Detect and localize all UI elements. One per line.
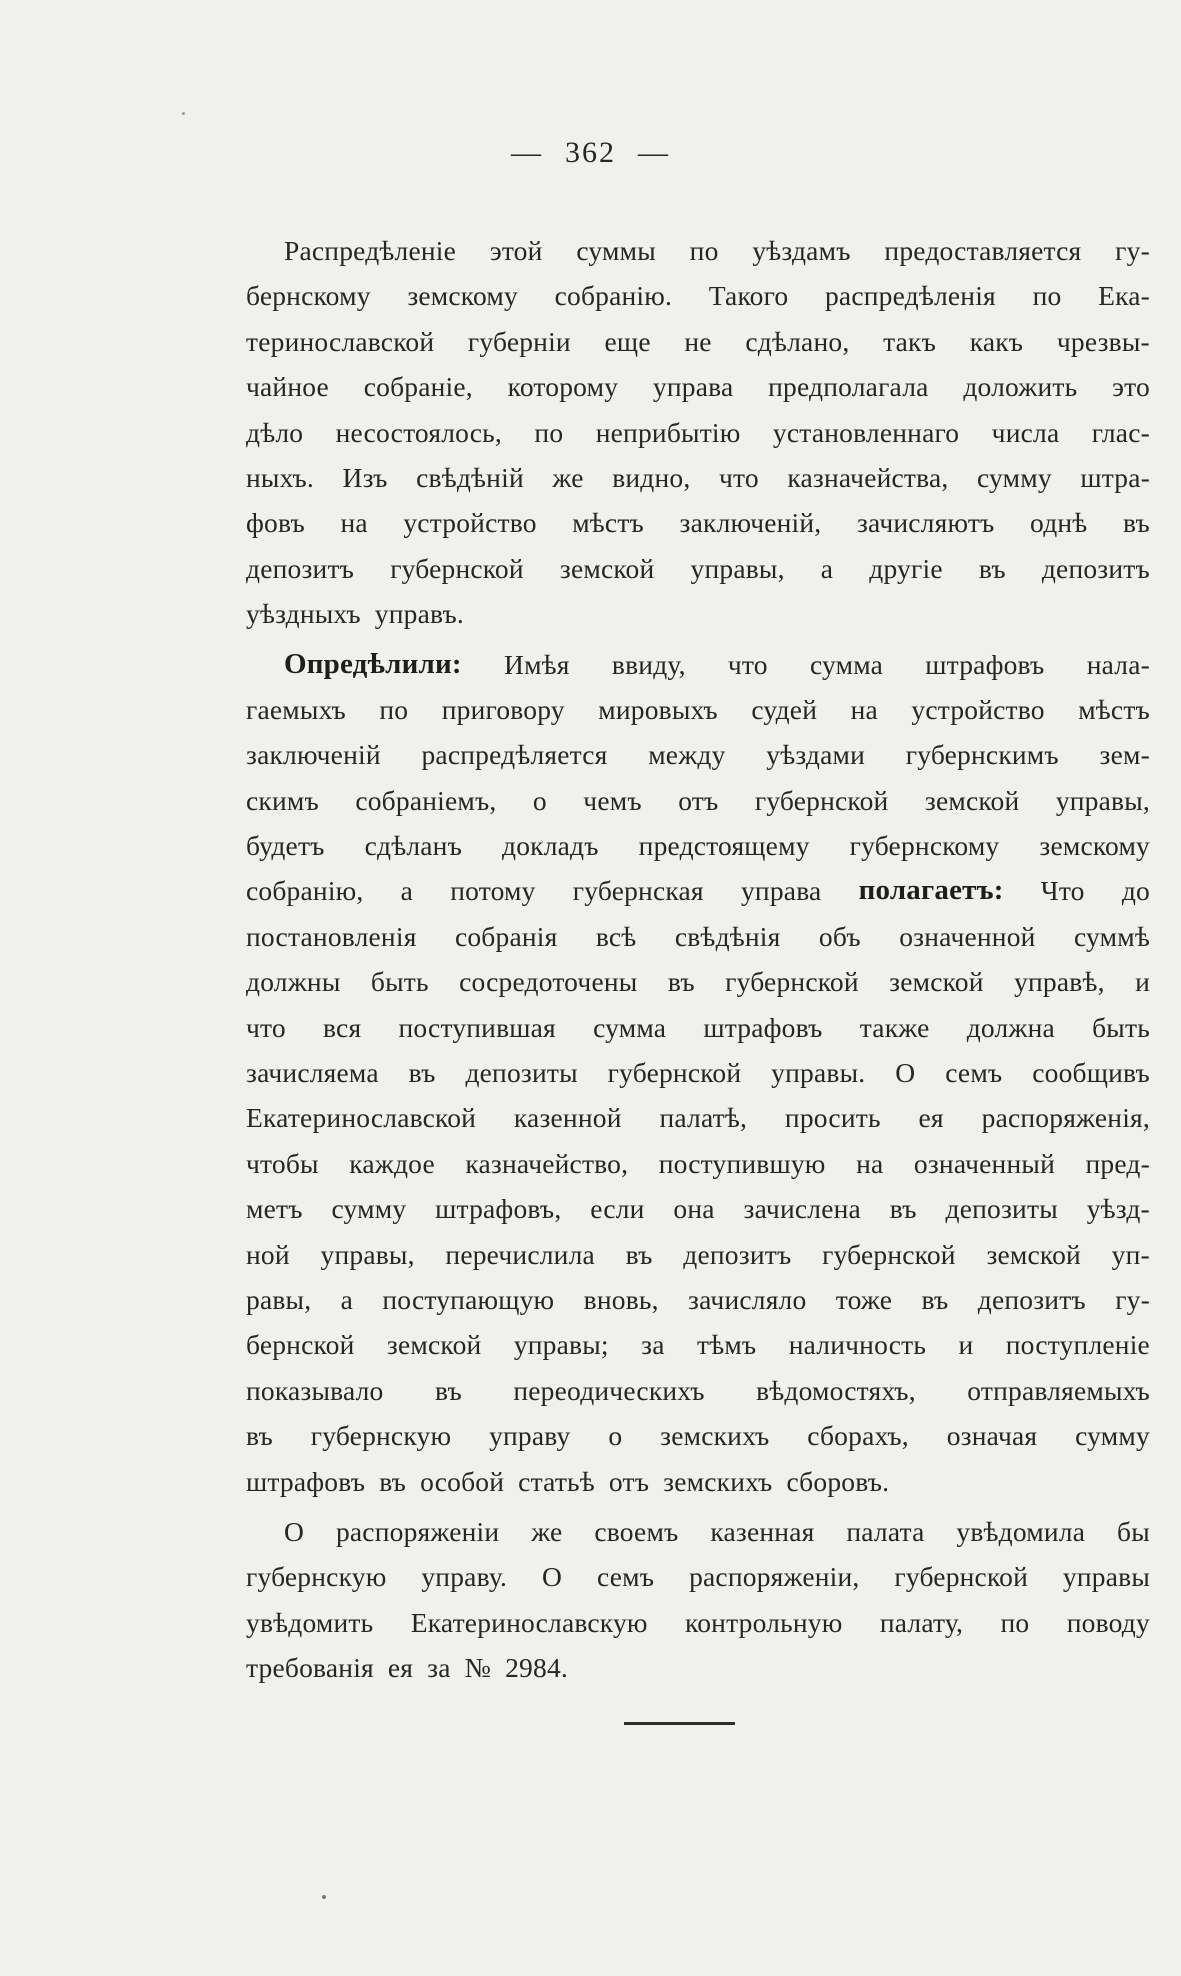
word: мѣстъ — [1078, 693, 1150, 725]
text-line — [246, 1050, 1150, 1095]
word: показывало — [246, 1374, 384, 1406]
word: дѣло — [246, 416, 304, 448]
word: управы, — [690, 552, 785, 584]
word: земской — [559, 552, 655, 584]
word: штрафовъ — [925, 648, 1045, 680]
text-line — [246, 1554, 1150, 1599]
word: управы — [1062, 1561, 1150, 1593]
word: уѣзд- — [1086, 1193, 1150, 1225]
word: депозитъ — [683, 1238, 792, 1270]
text-line — [246, 1645, 1150, 1690]
word: въ — [889, 1193, 917, 1225]
word: особой — [420, 1465, 505, 1497]
word: однѣ — [1030, 507, 1088, 539]
word: чрезвы- — [1056, 325, 1150, 357]
word: ныхъ. — [246, 461, 314, 493]
word: губернской — [390, 552, 524, 584]
word: земскому — [407, 280, 518, 312]
word: отправляемыхъ — [967, 1374, 1150, 1406]
word: въ — [408, 1057, 436, 1089]
word: губернской — [754, 784, 889, 816]
word: управы, — [320, 1238, 415, 1270]
word: предполагала — [768, 371, 929, 403]
word: сумму — [1075, 1420, 1150, 1452]
word: о — [532, 784, 547, 816]
word: свѣдѣнія — [674, 920, 781, 952]
word: собранія — [454, 920, 558, 952]
word: вновь, — [583, 1283, 659, 1315]
word: губернскимъ — [905, 739, 1059, 771]
end-rule — [624, 1722, 735, 1725]
word: управа — [652, 371, 734, 403]
word: по — [379, 693, 409, 725]
word: О — [895, 1057, 916, 1089]
word: за — [427, 1652, 451, 1684]
text-line — [246, 364, 1150, 409]
word: увѣдомила — [956, 1515, 1086, 1547]
word: тѣмъ — [696, 1329, 757, 1361]
word: каждое — [349, 1147, 435, 1179]
word: гу- — [1115, 235, 1150, 266]
word: губернской — [725, 966, 859, 998]
page-number: 362 — [565, 136, 616, 169]
word: Екатеринославской — [246, 1102, 477, 1134]
word: о — [608, 1420, 623, 1452]
word: въ — [434, 1374, 462, 1406]
word: просить — [784, 1102, 881, 1134]
word: по — [534, 416, 564, 448]
word: штрафовъ, — [435, 1193, 562, 1225]
word: заключеній — [246, 739, 381, 771]
word: депозиты — [465, 1057, 578, 1089]
word: Опредѣлили: — [284, 647, 462, 680]
text-line — [246, 1095, 1150, 1140]
word: за — [641, 1329, 665, 1361]
word: въ — [379, 1465, 407, 1497]
text-line — [246, 687, 1150, 732]
word: пред- — [1085, 1147, 1150, 1179]
page-number-header — [0, 136, 1181, 170]
word: устройство — [911, 693, 1045, 725]
word: губернской — [894, 1561, 1028, 1593]
text-line — [246, 1186, 1150, 1231]
word: штра- — [1080, 461, 1150, 493]
word: гу- — [1115, 1283, 1150, 1315]
word: объ — [818, 920, 861, 952]
word: какъ — [969, 325, 1024, 357]
text-line — [246, 823, 1150, 868]
word: а — [820, 552, 834, 584]
word: докладъ — [502, 830, 599, 862]
word: поступившая — [398, 1011, 556, 1043]
word: управы, — [1055, 784, 1150, 816]
word: земскому — [1039, 830, 1150, 862]
word: сдѣланъ — [364, 830, 463, 862]
text-line — [246, 1600, 1150, 1645]
word: сумму — [331, 1193, 407, 1225]
word: чемъ — [583, 784, 642, 816]
word: Распредѣленіе — [284, 235, 457, 266]
word: нала- — [1086, 648, 1150, 680]
word: губернская — [572, 875, 704, 907]
word: штрафовъ — [703, 1011, 823, 1043]
word: Екатеринославскую — [410, 1606, 648, 1638]
word: депозиты — [945, 1193, 1058, 1225]
word: вѣдомостяхъ, — [756, 1374, 916, 1406]
word: ея — [918, 1102, 944, 1134]
word: предстоящему — [638, 830, 810, 862]
word: собранію. — [554, 280, 673, 312]
word: ной — [246, 1238, 290, 1270]
word: зачислена — [743, 1193, 861, 1225]
word: по — [1000, 1606, 1030, 1638]
word: О — [542, 1561, 563, 1593]
word: уѣздами — [766, 739, 866, 771]
word: семъ — [945, 1057, 1003, 1089]
word: сообщивъ — [1032, 1057, 1150, 1089]
word: земской — [386, 1329, 482, 1361]
text-line — [246, 500, 1150, 545]
word: по — [1032, 280, 1062, 312]
word: чайное — [246, 371, 329, 403]
word: гаемыхъ — [246, 693, 346, 725]
word: казенная — [710, 1515, 815, 1547]
word: уѣздамъ — [752, 235, 851, 266]
text-line — [246, 1277, 1150, 1322]
word: 2984. — [505, 1652, 568, 1684]
text-line — [246, 1322, 1150, 1367]
word: земскихъ — [660, 1420, 770, 1452]
text-line — [246, 410, 1150, 455]
word: вся — [323, 1011, 362, 1043]
word: на — [856, 1147, 884, 1179]
word: этой — [489, 235, 543, 266]
word: приговору — [441, 693, 565, 725]
word: контрольную — [685, 1606, 843, 1638]
text-line — [246, 591, 1150, 636]
word: скимъ — [246, 784, 319, 816]
word: заключеній, — [679, 507, 822, 539]
word: депозитъ — [977, 1283, 1086, 1315]
word: также — [859, 1011, 930, 1043]
word: управы. — [771, 1057, 866, 1089]
word: казначейство, — [465, 1147, 629, 1179]
word: Изъ — [342, 461, 388, 493]
text-line — [246, 914, 1150, 959]
word: неприбытію — [595, 416, 741, 448]
word: уѣздныхъ — [246, 598, 361, 630]
word: депозитъ — [246, 552, 355, 584]
word: должны — [246, 966, 341, 998]
word: мировыхъ — [598, 693, 718, 725]
word: фовъ — [246, 507, 305, 539]
word: въ — [1123, 507, 1150, 539]
word: сумма — [593, 1011, 667, 1043]
word: будетъ — [246, 830, 325, 862]
word: бы — [1117, 1515, 1150, 1547]
word: по — [689, 235, 719, 266]
word: означенной — [899, 920, 1036, 952]
text-line — [246, 455, 1150, 500]
word: быть — [370, 966, 429, 998]
word: такъ — [883, 325, 937, 357]
word: О — [284, 1515, 305, 1547]
word: губернской — [822, 1238, 956, 1270]
word: установленнаго — [772, 416, 960, 448]
word: въ — [246, 1420, 273, 1452]
word: зем- — [1099, 739, 1150, 771]
word: Что — [1040, 875, 1085, 907]
word: означая — [946, 1420, 1038, 1452]
word: потому — [450, 875, 536, 907]
word: № — [464, 1652, 492, 1684]
word: зачисляема — [246, 1057, 379, 1089]
word: распоряженія, — [981, 1102, 1150, 1134]
word: поступившую — [658, 1147, 826, 1179]
word: сумма — [809, 648, 884, 680]
word: между — [648, 739, 726, 771]
word: на — [340, 507, 368, 539]
word: видно, — [612, 461, 691, 493]
word: сборахъ, — [807, 1420, 909, 1452]
word: и — [1135, 966, 1150, 998]
text-line — [246, 1459, 1150, 1504]
word: распоряженіи — [335, 1515, 500, 1547]
word: распредѣляется — [421, 739, 608, 771]
word: постановленія — [246, 920, 417, 952]
word: поступающую — [382, 1283, 555, 1315]
word: распредѣленія — [824, 280, 996, 312]
word: она — [673, 1193, 715, 1225]
word: губерніи — [467, 325, 571, 357]
text-line — [246, 1509, 1150, 1554]
word: что — [718, 461, 759, 493]
word: губернскую — [310, 1420, 452, 1452]
text-line — [246, 868, 1150, 913]
word: губернскую — [246, 1561, 387, 1593]
word: зачисляютъ — [856, 507, 995, 539]
body-text — [246, 228, 1150, 1691]
text-line — [246, 732, 1150, 777]
word: предоставляется — [884, 235, 1082, 266]
word: метъ — [246, 1193, 303, 1225]
word: теринославской — [246, 325, 435, 357]
word: собраніемъ, — [355, 784, 497, 816]
word: равы, — [246, 1283, 312, 1315]
word: губернскому — [849, 830, 1000, 862]
text-line — [246, 319, 1150, 364]
word: Ека- — [1098, 280, 1150, 312]
text-line — [246, 228, 1150, 273]
word: быть — [1092, 1011, 1150, 1043]
text-line — [246, 959, 1150, 1004]
word: наличность — [788, 1329, 927, 1361]
word: земской — [986, 1238, 1081, 1270]
word: которому — [507, 371, 619, 403]
text-line — [246, 1232, 1150, 1277]
word: губернской — [607, 1057, 742, 1089]
word: глас- — [1091, 416, 1150, 448]
word: переодическихъ — [513, 1374, 705, 1406]
word: а — [340, 1283, 354, 1315]
word: отъ — [608, 1465, 650, 1497]
word: это — [1112, 371, 1150, 403]
word: же — [531, 1515, 563, 1547]
word: уп- — [1111, 1238, 1150, 1270]
word: еще — [604, 325, 651, 357]
word: отъ — [678, 784, 719, 816]
word: суммѣ — [1073, 920, 1150, 952]
word: несостоялось, — [335, 416, 502, 448]
word: палату, — [879, 1606, 964, 1638]
word: управу — [489, 1420, 571, 1452]
word: и — [958, 1329, 974, 1361]
word: свѣдѣній — [416, 461, 524, 493]
word: что — [727, 648, 768, 680]
word: что — [246, 1011, 286, 1043]
word: сумму — [977, 461, 1052, 493]
word: земской — [924, 784, 1020, 816]
word: управа — [740, 875, 822, 907]
word: судей — [751, 693, 818, 725]
word: поступленіе — [1005, 1329, 1150, 1361]
word: полагаетъ: — [858, 874, 1004, 907]
word: тоже — [835, 1283, 893, 1315]
word: ввиду, — [611, 648, 686, 680]
word: если — [590, 1193, 645, 1225]
word: депозитъ — [1041, 552, 1150, 584]
word: Такого — [708, 280, 789, 312]
word: штрафовъ — [246, 1465, 366, 1497]
word: поводу — [1066, 1606, 1150, 1638]
word: земской — [889, 966, 984, 998]
word: казенной — [513, 1102, 622, 1134]
left-dash: — — [511, 136, 543, 169]
text-line — [246, 642, 1150, 687]
word: собранію, — [246, 875, 364, 907]
word: статьѣ — [518, 1465, 595, 1497]
word: а — [400, 875, 414, 907]
right-dash: — — [638, 136, 670, 169]
word: на — [850, 693, 878, 725]
word: палата — [846, 1515, 925, 1547]
word: семъ — [596, 1561, 655, 1593]
word: до — [1121, 875, 1150, 907]
word: не — [684, 325, 712, 357]
word: другіе — [869, 552, 943, 584]
word: палатѣ, — [659, 1102, 748, 1134]
word: управу. — [421, 1561, 508, 1593]
word: означенный — [913, 1147, 1055, 1179]
word: сосредоточены — [459, 966, 638, 998]
word: управы; — [513, 1329, 609, 1361]
text-line — [246, 778, 1150, 823]
word: своемъ — [594, 1515, 679, 1547]
word: перечислила — [445, 1238, 595, 1270]
text-line — [246, 1368, 1150, 1413]
word: Имѣя — [504, 648, 570, 680]
ink-speck — [182, 112, 185, 115]
word: въ — [921, 1283, 949, 1315]
word: въ — [667, 966, 695, 998]
ink-speck — [322, 1895, 326, 1899]
text-line — [246, 1005, 1150, 1050]
word: всѣ — [595, 920, 637, 952]
word: земскихъ — [663, 1465, 773, 1497]
word: собраніе, — [363, 371, 473, 403]
word: въ — [978, 552, 1006, 584]
word: мѣстъ — [572, 507, 644, 539]
word: распоряженіи, — [689, 1561, 860, 1593]
text-line — [246, 1141, 1150, 1186]
word: въ — [625, 1238, 653, 1270]
word: бернскому — [246, 280, 371, 312]
word: требованія — [246, 1652, 374, 1684]
word: управѣ, — [1014, 966, 1105, 998]
text-line — [246, 273, 1150, 318]
word: суммы — [576, 235, 656, 266]
word: доложить — [963, 371, 1078, 403]
word: казначейства, — [787, 461, 949, 493]
word: зачисляло — [688, 1283, 807, 1315]
word: сдѣлано, — [745, 325, 850, 357]
word: управъ. — [374, 598, 464, 630]
word: должна — [966, 1011, 1055, 1043]
word: увѣдомить — [246, 1606, 374, 1638]
word: бернской — [246, 1329, 355, 1361]
word: чтобы — [246, 1147, 319, 1179]
word: же — [552, 461, 584, 493]
word: ея — [387, 1652, 414, 1684]
text-line — [246, 1413, 1150, 1458]
word: сборовъ. — [786, 1465, 890, 1497]
text-line — [246, 546, 1150, 591]
word: устройство — [403, 507, 537, 539]
word: числа — [991, 416, 1060, 448]
